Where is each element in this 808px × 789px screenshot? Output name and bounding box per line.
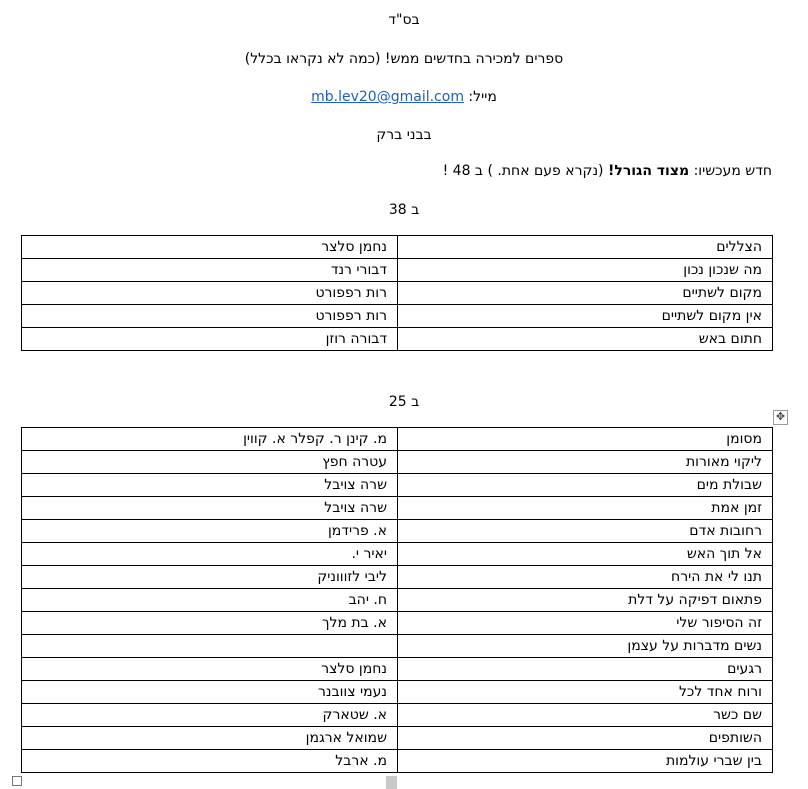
new-book-title: מצוד הגורל!	[607, 163, 690, 179]
book-title-cell: בין שברי עולמות	[398, 750, 773, 773]
book-title-cell: מקום לשתיים	[398, 282, 773, 305]
book-title-cell: נשים מדברות על עצמן	[398, 635, 773, 658]
book-title-cell: ורוח אחד לכל	[398, 681, 773, 704]
book-title-cell: ליקוי מאורות	[398, 451, 773, 474]
new-prefix: חדש מעכשיו:	[689, 163, 772, 179]
table-row	[22, 658, 773, 681]
book-title-cell: זה הסיפור שלי	[398, 612, 773, 635]
book-author-cell: עטרה חפץ	[22, 451, 398, 474]
table-row	[22, 474, 773, 497]
book-author-cell: נחמן סלצר	[22, 658, 398, 681]
books-table-38	[21, 235, 773, 351]
book-author-cell: א. שטארק	[22, 704, 398, 727]
book-author-cell	[22, 635, 398, 658]
table-row	[22, 750, 773, 773]
book-author-cell: ליבי לזוווניק	[22, 566, 398, 589]
book-title-cell: רחובות אדם	[398, 520, 773, 543]
table-resize-icon[interactable]	[12, 776, 22, 786]
book-title-cell: תנו לי את הירח	[398, 566, 773, 589]
book-title-cell: הצללים	[398, 236, 773, 259]
book-author-cell: שמואל ארגמן	[22, 727, 398, 750]
book-author-cell: דבורה רוזן	[22, 328, 398, 351]
location-text: בבני ברק	[376, 127, 432, 143]
book-author-cell: שרה צויבל	[22, 497, 398, 520]
new-suffix: (נקרא פעם אחת. ) ב 48 !	[442, 163, 608, 179]
table-row	[22, 589, 773, 612]
book-title-cell: פתאום דפיקה על דלת	[398, 589, 773, 612]
book-author-cell: נחמן סלצר	[22, 236, 398, 259]
book-author-cell: א. בת מלך	[22, 612, 398, 635]
table-row	[22, 236, 773, 259]
bsd-header: בס"ד	[388, 12, 420, 28]
page-subtitle: ספרים למכירה בחדשים ממש! (כמה לא נקראו בכלל)	[244, 51, 564, 67]
email-label: מייל:	[463, 89, 497, 105]
book-title-cell: מסומן	[398, 428, 773, 451]
book-title-cell: זמן אמת	[398, 497, 773, 520]
table-row	[22, 428, 773, 451]
book-author-cell: א. פרידמן	[22, 520, 398, 543]
table-row	[22, 328, 773, 351]
book-author-cell: דבורי רנד	[22, 259, 398, 282]
book-author-cell: ח. יהב	[22, 589, 398, 612]
table-row	[22, 520, 773, 543]
table-row	[22, 566, 773, 589]
move-cross-icon[interactable]: ✥	[773, 410, 788, 425]
table-row	[22, 612, 773, 635]
book-title-cell: אל תוך האש	[398, 543, 773, 566]
table-row	[22, 635, 773, 658]
email-link[interactable]: mb.lev20@gmail.com	[311, 89, 464, 105]
table-row	[22, 543, 773, 566]
book-author-cell: נעמי צוובנר	[22, 681, 398, 704]
book-author-cell: מ. קינן ר. קפלר א. קווין	[22, 428, 398, 451]
section2-price: ב 25	[388, 394, 420, 410]
book-author-cell: יאיר י.	[22, 543, 398, 566]
email-line	[0, 89, 808, 105]
table-row	[22, 282, 773, 305]
table-row	[22, 727, 773, 750]
book-title-cell: חתום באש	[398, 328, 773, 351]
book-author-cell: שרה צויבל	[22, 474, 398, 497]
book-author-cell: רות רפפורט	[22, 305, 398, 328]
section1-price: ב 38	[388, 202, 420, 218]
book-title-cell: שם כשר	[398, 704, 773, 727]
table-row	[22, 704, 773, 727]
book-title-cell: מה שנכון נכון	[398, 259, 773, 282]
table-row	[22, 497, 773, 520]
book-author-cell: מ. ארבל	[22, 750, 398, 773]
book-title-cell: שבולת מים	[398, 474, 773, 497]
table-row	[22, 451, 773, 474]
new-book-line	[0, 163, 772, 179]
book-title-cell: אין מקום לשתיים	[398, 305, 773, 328]
table-row	[22, 681, 773, 704]
table-row	[22, 305, 773, 328]
book-title-cell: השותפים	[398, 727, 773, 750]
scrollbar-thumb[interactable]	[386, 776, 397, 789]
book-author-cell: רות רפפורט	[22, 282, 398, 305]
books-table-25	[21, 427, 773, 773]
book-title-cell: רגעים	[398, 658, 773, 681]
table-row	[22, 259, 773, 282]
